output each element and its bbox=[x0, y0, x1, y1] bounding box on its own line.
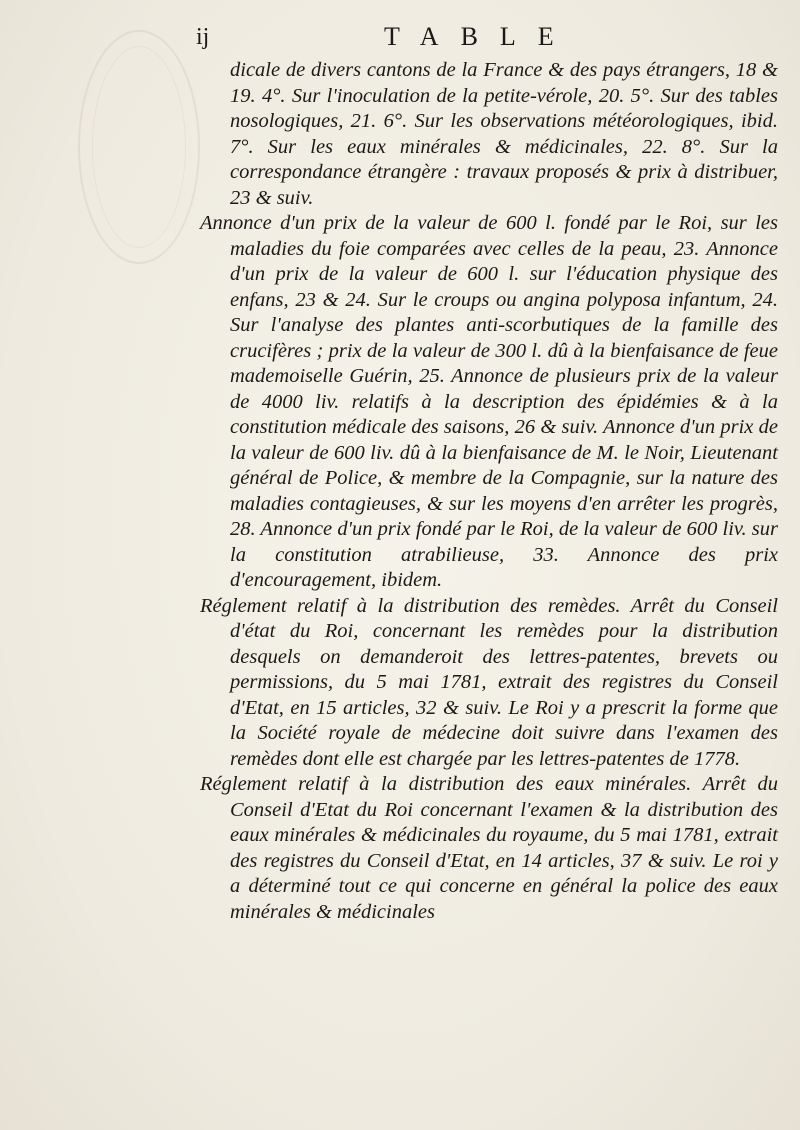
page-header bbox=[196, 20, 766, 54]
running-title: TABLE bbox=[384, 22, 576, 51]
index-entry-mineral-waters: Réglement relatif à la distribution des eaux minérales. Arrêt du Conseil d'Etat du Roi concernant l'examen & la distribution des eaux minérales & médicinales du royaume, du 5 mai 1781, extrait des registres du Conseil d'Etat, en 14 articles, 37 & suiv. Le roi y a déterminé tout ce qui concerne en général la police des eaux minérales & médicinales bbox=[200, 773, 778, 923]
folio-number: ij bbox=[196, 24, 210, 50]
index-entry-prizes: Annonce d'un prix de la valeur de 600 l. fondé par le Roi, sur les maladies du foie comparées avec celles de la peau, 23. Annonce d'un prix de la valeur de 600 l. sur l'éducation physique des enfans, 23 & 24. Sur le croups ou angina polyposa infantum, 24. Sur l'analyse des plantes anti-scorbutiques de la famille des crucifères ; prix de la valeur de 300 l. dû à la bienfaisance de feue mademoiselle Guérin, 25. Annonce de plusieurs prix de la valeur de 4000 liv. relatifs à la description des épidémies & à la constitution médicale des saisons, 26 & suiv. Annonce d'un prix de la valeur de 600 liv. dû à la bienfaisance de M. le Noir, Lieutenant général de Police, & membre de la Compagnie, sur la nature des maladies contagieuses, & sur les moyens d'en arrêter les progrès, 28. Annonce d'un prix fondé par le Roi, de la valeur de 600 liv. sur la constitution atrabilieuse, 33. Annonce des prix d'encouragement, ibidem. bbox=[200, 212, 778, 591]
index-entry-continuation: dicale de divers cantons de la France & des pays étrangers, 18 & 19. 4°. Sur l'inoculation de la petite-vérole, 20. 5°. Sur des tables nosologiques, 21. 6°. Sur les observations météorologiques, ibid. 7°. Sur les eaux minérales & médicinales, 22. 8°. Sur la correspondance étrangère : travaux proposés & prix à distribuer, 23 & suiv. bbox=[230, 59, 778, 209]
library-stamp bbox=[78, 30, 200, 264]
index-text bbox=[200, 58, 778, 925]
index-entry-remedies: Réglement relatif à la distribution des remèdes. Arrêt du Conseil d'état du Roi, concernant les remèdes pour la distribution desquels on demanderoit des lettres-patentes, brevets ou permissions, du 5 mai 1781, extrait des registres du Conseil d'Etat, en 15 articles, 32 & suiv. Le Roi y a prescrit la forme que la Société royale de médecine doit suivre dans l'examen des remèdes dont elle est chargée par les lettres-patentes de 1778. bbox=[200, 594, 778, 770]
